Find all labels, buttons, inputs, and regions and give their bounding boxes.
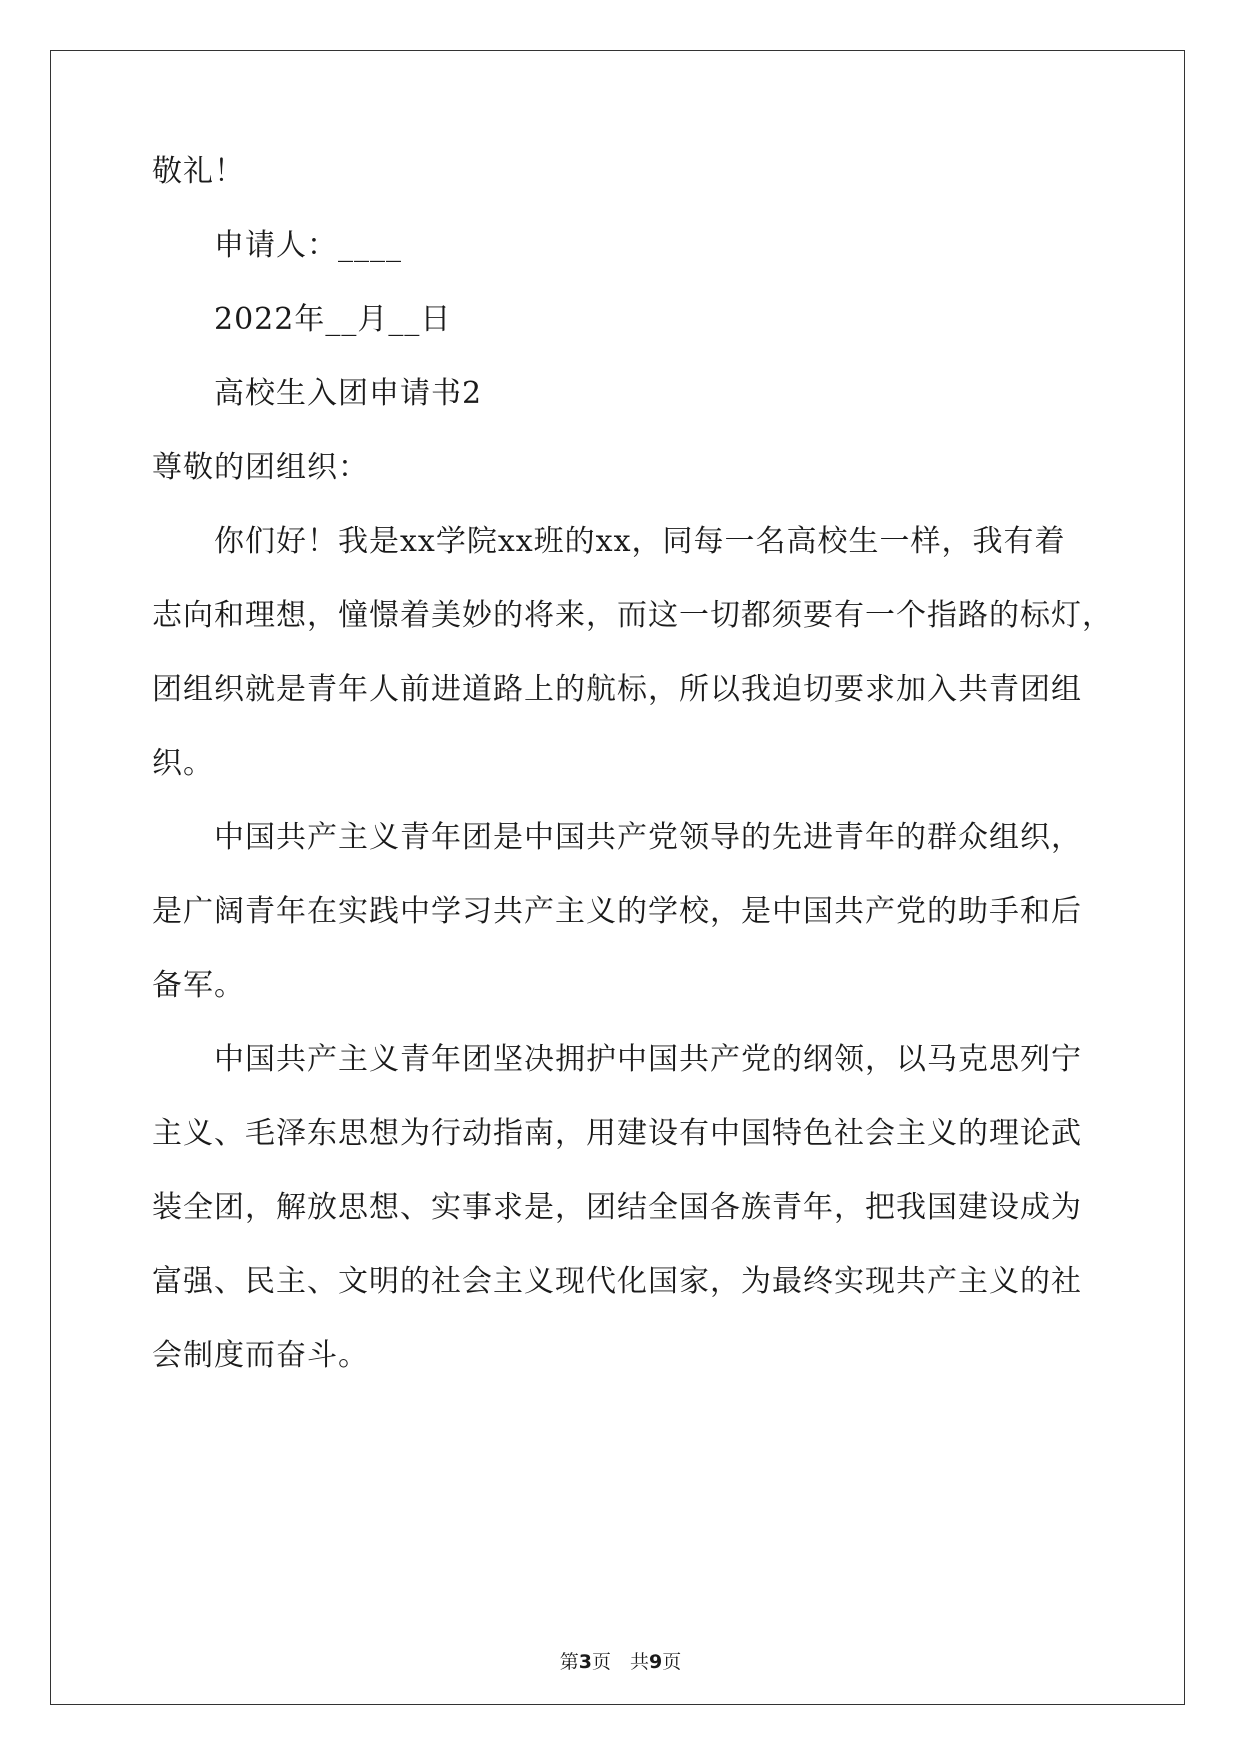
body-line: 主义、毛泽东思想为行动指南，用建设有中国特色社会主义的理论武 (152, 1116, 1082, 1151)
body-line: 富强、民主、文明的社会主义现代化国家，为最终实现共产主义的社 (152, 1264, 1082, 1299)
document-title: 高校生入团申请书2 (214, 376, 483, 411)
body-line: 会制度而奋斗。 (152, 1338, 369, 1373)
page-suffix: 页 (662, 1651, 682, 1673)
page-total: 9 (649, 1651, 663, 1673)
body-line: 备军。 (152, 968, 245, 1003)
body-line: 中国共产主义青年团是中国共产党领导的先进青年的群众组织， (214, 820, 1082, 855)
page-number-footer (0, 1650, 1241, 1674)
body-line: 中国共产主义青年团坚决拥护中国共产党的纲领，以马克思列宁 (214, 1042, 1082, 1077)
page-border (50, 50, 1185, 1705)
salutation: 尊敬的团组织： (152, 450, 369, 485)
closing-text: 敬礼！ (152, 154, 245, 189)
page-current: 3 (578, 1651, 592, 1673)
applicant-line: 申请人：____ (214, 228, 402, 263)
date-line: 2022年__月__日 (214, 302, 452, 337)
body-line: 志向和理想，憧憬着美妙的将来，而这一切都须要有一个指路的标灯， (152, 598, 1113, 633)
page-mid: 页 共 (591, 1651, 649, 1673)
body-line: 装全团，解放思想、实事求是，团结全国各族青年，把我国建设成为 (152, 1190, 1082, 1225)
page-prefix: 第 (559, 1651, 579, 1673)
body-line: 是广阔青年在实践中学习共产主义的学校，是中国共产党的助手和后 (152, 894, 1082, 929)
body-line: 你们好！我是xx学院xx班的xx，同每一名高校生一样，我有着 (214, 524, 1066, 559)
body-line: 团组织就是青年人前进道路上的航标，所以我迫切要求加入共青团组 (152, 672, 1082, 707)
body-line: 织。 (152, 746, 214, 781)
